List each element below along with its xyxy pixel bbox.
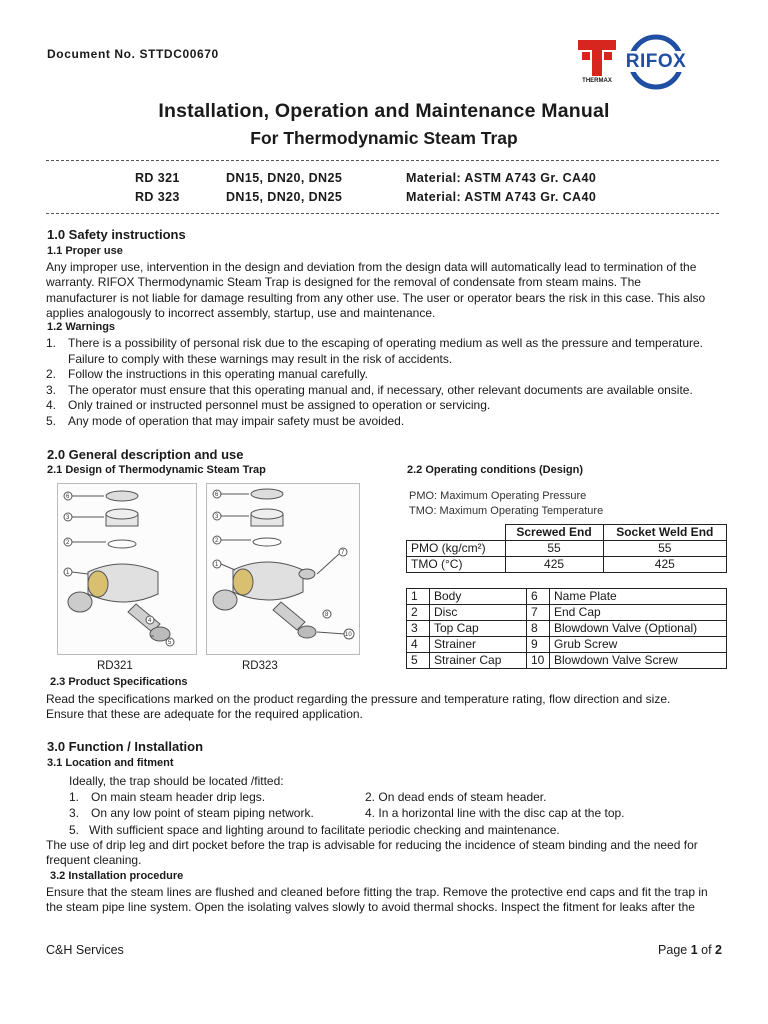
document-number: Document No. STTDC00670	[47, 47, 219, 61]
model-name: RD 321	[135, 171, 180, 185]
table-cell: Body	[430, 589, 527, 605]
table-cell: Blowdown Valve Screw	[550, 653, 727, 669]
table-cell: 55	[603, 541, 726, 557]
thermax-logo-text: THERMAX	[582, 78, 612, 84]
text-line: The use of drip leg and dirt pocket before the trap is advisable for reducing the incidence of steam binding and the need for	[46, 838, 698, 852]
list-item: 4. Only trained or instructed personnel must be assigned to operation or servicing.	[46, 398, 491, 412]
table-cell: End Cap	[550, 605, 727, 621]
svg-text:1: 1	[215, 562, 219, 568]
subsection-heading: 2.3 Product Specifications	[50, 676, 188, 688]
steam-trap-diagram-icon	[58, 484, 196, 654]
page-title: Installation, Operation and Maintenance Manual	[158, 100, 610, 122]
table-cell: Blowdown Valve (Optional)	[550, 621, 727, 637]
list-item: 1. There is a possibility of personal risk due to the escaping of operating medium as well as the pressure and temperature.	[46, 336, 704, 350]
table-cell: 425	[505, 557, 603, 573]
svg-text:10: 10	[345, 632, 352, 638]
page-subtitle: For Thermodynamic Steam Trap	[250, 128, 518, 148]
rd321-exploded-diagram	[57, 483, 197, 655]
subsection-heading: 2.1 Design of Thermodynamic Steam Trap	[47, 464, 266, 476]
svg-text:3: 3	[66, 515, 70, 521]
list-item: Failure to comply with these warnings may result in the risk of accidents.	[68, 351, 453, 366]
location-intro: Ideally, the trap should be located /fitted:	[69, 774, 284, 788]
table-cell: PMO (kg/cm²)	[407, 541, 506, 557]
table-cell: Strainer	[430, 637, 527, 653]
svg-text:8: 8	[325, 612, 329, 618]
list-item: 5. With sufficient space and lighting around to facilitate periodic checking and maintenance.	[69, 823, 560, 837]
svg-text:6: 6	[215, 492, 219, 498]
table-cell: 1	[407, 589, 430, 605]
diagram-caption: RD323	[242, 660, 278, 672]
model-sizes: DN15, DN20, DN25	[226, 171, 343, 185]
svg-text:3: 3	[215, 514, 219, 520]
text-line: applies analogously to incorrect assembly, startup, use and maintenance.	[46, 305, 436, 320]
table-cell: Strainer Cap	[430, 653, 527, 669]
divider	[46, 213, 719, 214]
table-row	[407, 589, 727, 605]
svg-text:5: 5	[168, 640, 172, 646]
table-cell: Disc	[430, 605, 527, 621]
svg-text:6: 6	[66, 494, 70, 500]
table-cell: 6	[527, 589, 550, 605]
svg-text:1: 1	[66, 570, 70, 576]
text-line: Ensure that these are adequate for the required application.	[46, 707, 363, 722]
table-header	[407, 525, 506, 541]
table-header-row	[407, 525, 727, 541]
diagram-caption: RD321	[97, 660, 133, 672]
list-item: 3. On any low point of steam piping network.	[69, 806, 314, 820]
paragraph	[46, 838, 722, 869]
list-item: 2. On dead ends of steam header.	[365, 790, 547, 804]
text-line: warranty. RIFOX Thermodynamic Steam Trap is designed for the removal of condensate from steam mains. The	[46, 275, 641, 290]
text-line: frequent cleaning.	[46, 853, 142, 868]
divider	[46, 160, 719, 161]
table-header: Socket Weld End	[603, 525, 726, 541]
list-item: 4. In a horizontal line with the disc cap at the top.	[365, 806, 625, 820]
table-cell: 8	[527, 621, 550, 637]
table-cell: Grub Screw	[550, 637, 727, 653]
table-header: Screwed End	[505, 525, 603, 541]
rifox-logo-text: RIFOX	[625, 51, 687, 72]
paragraph	[46, 885, 722, 916]
table-cell: 10	[527, 653, 550, 669]
table-cell: 4	[407, 637, 430, 653]
paragraph	[46, 692, 722, 723]
table-cell: 7	[527, 605, 550, 621]
page-number: Page 1 of 2	[658, 943, 722, 957]
parts-table	[406, 588, 727, 669]
pmo-definition: PMO: Maximum Operating Pressure	[409, 490, 587, 502]
model-material: Material: ASTM A743 Gr. CA40	[406, 190, 597, 204]
text-line: Ensure that the steam lines are flushed and cleaned before fitting the trap. Remove the protective end caps and fit the trap in	[46, 885, 708, 899]
svg-text:2: 2	[66, 540, 70, 546]
subsection-heading: 3.1 Location and fitment	[47, 757, 174, 769]
table-row	[407, 605, 727, 621]
section-heading: 3.0 Function / Installation	[47, 739, 204, 754]
table-cell: 425	[603, 557, 726, 573]
table-cell: Name Plate	[550, 589, 727, 605]
footer-left: C&H Services	[46, 943, 124, 957]
model-material: Material: ASTM A743 Gr. CA40	[406, 171, 597, 185]
table-row	[407, 653, 727, 669]
tmo-definition: TMO: Maximum Operating Temperature	[409, 505, 604, 517]
steam-trap-diagram-icon	[207, 484, 359, 654]
svg-text:7: 7	[341, 550, 345, 556]
text-line: the steam pipe line system. Open the isolating valves slowly to avoid thermal shocks. Inspect the fitment for leaks after the	[46, 900, 695, 915]
table-row	[407, 541, 727, 557]
paragraph	[46, 260, 722, 321]
list-item: 1. On main steam header drip legs.	[69, 790, 266, 804]
model-sizes: DN15, DN20, DN25	[226, 190, 343, 204]
subsection-heading: 1.2 Warnings	[47, 321, 116, 333]
table-row	[407, 621, 727, 637]
list-item: 5. Any mode of operation that may impair safety must be avoided.	[46, 413, 405, 428]
svg-text:4: 4	[148, 618, 152, 624]
rifox-logo	[620, 34, 692, 90]
table-row	[407, 557, 727, 573]
table-cell: 9	[527, 637, 550, 653]
list-item: 3. The operator must ensure that this operating manual and, if necessary, other relevant documents are available onsite.	[46, 382, 693, 397]
table-cell: TMO (°C)	[407, 557, 506, 573]
subsection-heading: 1.1 Proper use	[47, 245, 123, 257]
list-item: 2. Follow the instructions in this operating manual carefully.	[46, 367, 368, 381]
subsection-heading: 2.2 Operating conditions (Design)	[407, 464, 584, 476]
section-heading: 2.0 General description and use	[47, 447, 244, 462]
rd323-exploded-diagram	[206, 483, 360, 655]
text-line: manufacturer is not liable for damage resulting from any other use. The user or operator bears the risk in this case. This also	[46, 290, 706, 305]
svg-text:2: 2	[215, 538, 219, 544]
table-cell: 55	[505, 541, 603, 557]
section-heading: 1.0 Safety instructions	[47, 227, 186, 242]
warning-list	[46, 336, 703, 429]
text-line: Any improper use, intervention in the design and deviation from the design data will automatically lead to termination of the	[46, 260, 697, 274]
table-row	[407, 637, 727, 653]
table-cell: 2	[407, 605, 430, 621]
subsection-heading: 3.2 Installation procedure	[50, 870, 184, 882]
thermax-logo	[576, 38, 618, 88]
model-name: RD 323	[135, 190, 180, 204]
table-cell: Top Cap	[430, 621, 527, 637]
text-line: Read the specifications marked on the product regarding the pressure and temperature rating, flow direction and size.	[46, 692, 671, 706]
operating-conditions-table	[406, 524, 727, 573]
table-cell: 5	[407, 653, 430, 669]
table-cell: 3	[407, 621, 430, 637]
